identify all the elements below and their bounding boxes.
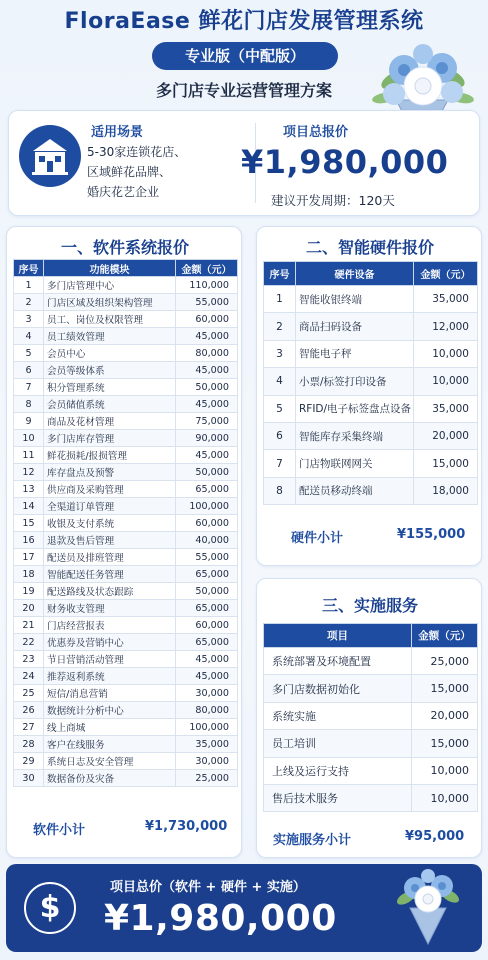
table-cell: 短信/消息营销 (44, 685, 176, 702)
table-row (264, 395, 478, 422)
table-cell: 25,000 (176, 770, 238, 787)
table-cell: 5 (14, 345, 44, 362)
table-cell: 3 (14, 311, 44, 328)
table-cell: 上线及运行支持 (264, 757, 412, 784)
table-row (14, 464, 238, 481)
table-cell: 2 (264, 313, 296, 340)
table-cell: 80,000 (176, 702, 238, 719)
scenario-line: 婚庆花艺企业 (87, 185, 160, 199)
table-cell: 27 (14, 719, 44, 736)
table-cell: 35,000 (176, 736, 238, 753)
table-cell: 门店区域及组织架构管理 (44, 294, 176, 311)
table-cell: 18,000 (414, 477, 478, 504)
table-cell: 多门店管理中心 (44, 277, 176, 294)
table-row (264, 730, 478, 757)
table-cell: 26 (14, 702, 44, 719)
software-subtotal-label: 软件小计 (33, 823, 86, 838)
table-row (264, 784, 478, 811)
table-cell: 4 (264, 368, 296, 395)
table-cell: 50,000 (176, 379, 238, 396)
hardware-subtotal-label: 硬件小计 (291, 531, 344, 546)
table-cell: 14 (14, 498, 44, 515)
table-cell: 4 (14, 328, 44, 345)
software-table (13, 259, 238, 787)
table-row (14, 736, 238, 753)
scenario-line: 区域鲜花品牌、 (87, 165, 172, 179)
table-cell: 60,000 (176, 515, 238, 532)
table-cell: 12 (14, 464, 44, 481)
table-cell: 50,000 (176, 583, 238, 600)
table-cell: 18 (14, 566, 44, 583)
table-cell: 23 (14, 651, 44, 668)
table-cell: 收银及支付系统 (44, 515, 176, 532)
table-cell: 40,000 (176, 532, 238, 549)
services-subtotal-label: 实施服务小计 (273, 833, 352, 848)
table-cell: 配送员及排班管理 (44, 549, 176, 566)
table-cell: 优惠券及营销中心 (44, 634, 176, 651)
table-row (14, 617, 238, 634)
table-row (264, 450, 478, 477)
table-cell: 20,000 (414, 422, 478, 449)
footer-total-label: 项目总价（软件 + 硬件 + 实施） (110, 880, 306, 895)
table-row (264, 286, 478, 313)
total-price-title: 项目总报价 (283, 125, 349, 140)
table-row (14, 770, 238, 787)
table-cell: 1 (264, 286, 296, 313)
table-cell: 2 (14, 294, 44, 311)
table-cell: 19 (14, 583, 44, 600)
table-row (264, 675, 478, 702)
services-panel (256, 578, 482, 858)
table-cell: 20 (14, 600, 44, 617)
table-cell: 多门店数据初始化 (264, 675, 412, 702)
table-cell: 11 (14, 447, 44, 464)
table-row (264, 422, 478, 449)
table-cell: 30 (14, 770, 44, 787)
table-cell: 22 (14, 634, 44, 651)
table-cell: 多门店库存管理 (44, 430, 176, 447)
table-cell: 会员等级体系 (44, 362, 176, 379)
table-cell: 3 (264, 340, 296, 367)
table-cell: 50,000 (176, 464, 238, 481)
table-row (14, 277, 238, 294)
column-header: 硬件设备 (296, 262, 414, 286)
project-info-card (8, 110, 480, 216)
table-cell: 29 (14, 753, 44, 770)
table-cell: 8 (264, 477, 296, 504)
table-cell: 17 (14, 549, 44, 566)
table-row (14, 430, 238, 447)
table-cell: 30,000 (176, 685, 238, 702)
table-cell: 配送员移动终端 (296, 477, 414, 504)
table-cell: 15,000 (412, 675, 478, 702)
page-title: FloraEase 鲜花门店发展管理系统 (64, 9, 424, 34)
table-row (264, 368, 478, 395)
table-cell: 15,000 (412, 730, 478, 757)
table-cell: 80,000 (176, 345, 238, 362)
table-cell: 配送路线及状态跟踪 (44, 583, 176, 600)
table-row (14, 379, 238, 396)
development-period: 建议开发周期：120天 (271, 193, 395, 208)
services-table (263, 623, 478, 812)
table-row (14, 481, 238, 498)
table-cell: 智能电子秤 (296, 340, 414, 367)
table-row (14, 634, 238, 651)
scenario-title: 适用场景 (91, 125, 144, 140)
store-icon (19, 125, 81, 187)
table-cell: 20,000 (412, 702, 478, 729)
table-cell: 90,000 (176, 430, 238, 447)
table-row (14, 549, 238, 566)
table-cell: 会员储值系统 (44, 396, 176, 413)
table-cell: 积分管理系统 (44, 379, 176, 396)
column-header: 功能模块 (44, 260, 176, 277)
table-cell: 65,000 (176, 481, 238, 498)
software-section-title: 一、软件系统报价 (60, 238, 189, 257)
table-row (14, 719, 238, 736)
table-cell: 12,000 (414, 313, 478, 340)
table-cell: 小票/标签打印设备 (296, 368, 414, 395)
hardware-panel (256, 226, 482, 566)
flower-bouquet-icon (388, 866, 468, 946)
table-cell: 门店经营报表 (44, 617, 176, 634)
table-row (14, 651, 238, 668)
table-cell: 9 (14, 413, 44, 430)
table-cell: 系统日志及安全管理 (44, 753, 176, 770)
software-subtotal-value: ¥1,730,000 (145, 819, 228, 834)
table-row (14, 498, 238, 515)
total-price: ¥1,980,000 (241, 143, 449, 181)
table-cell: 65,000 (176, 634, 238, 651)
table-cell: 110,000 (176, 277, 238, 294)
table-cell: 10,000 (414, 368, 478, 395)
table-cell: 13 (14, 481, 44, 498)
table-cell: 45,000 (176, 651, 238, 668)
table-cell: 智能库存采集终端 (296, 422, 414, 449)
table-row (14, 583, 238, 600)
table-cell: 会员中心 (44, 345, 176, 362)
table-cell: 100,000 (176, 719, 238, 736)
hardware-table (263, 261, 478, 505)
table-cell: 75,000 (176, 413, 238, 430)
table-cell: 客户在线服务 (44, 736, 176, 753)
table-cell: 鲜花损耗/报损管理 (44, 447, 176, 464)
table-cell: 商品及花材管理 (44, 413, 176, 430)
table-row (14, 566, 238, 583)
table-row (264, 648, 478, 675)
table-row (264, 340, 478, 367)
table-cell: 100,000 (176, 498, 238, 515)
table-cell: 节日营销活动管理 (44, 651, 176, 668)
table-cell: 10,000 (414, 340, 478, 367)
table-row (14, 447, 238, 464)
table-cell: 员工、岗位及权限管理 (44, 311, 176, 328)
table-cell: 7 (14, 379, 44, 396)
table-cell: 系统实施 (264, 702, 412, 729)
table-row (14, 396, 238, 413)
table-cell: 35,000 (414, 395, 478, 422)
table-cell: 智能收银终端 (296, 286, 414, 313)
table-row (14, 600, 238, 617)
table-cell: 7 (264, 450, 296, 477)
table-row (14, 532, 238, 549)
table-cell: 45,000 (176, 328, 238, 345)
table-row (264, 477, 478, 504)
table-cell: 15,000 (414, 450, 478, 477)
table-row (14, 702, 238, 719)
table-cell: 30,000 (176, 753, 238, 770)
table-row (14, 294, 238, 311)
table-cell: 商品扫码设备 (296, 313, 414, 340)
scenario-line: 5-30家连锁花店、 (87, 145, 187, 159)
table-row (14, 685, 238, 702)
page-subtitle: 多门店专业运营管理方案 (155, 81, 332, 100)
table-cell: 10,000 (412, 784, 478, 811)
table-cell: 数据备份及灾备 (44, 770, 176, 787)
table-cell: 退款及售后管理 (44, 532, 176, 549)
column-header: 金额（元） (412, 624, 478, 648)
table-cell: 员工绩效管理 (44, 328, 176, 345)
column-header: 序号 (264, 262, 296, 286)
column-header: 金额（元） (176, 260, 238, 277)
table-cell: 线上商城 (44, 719, 176, 736)
table-cell: 28 (14, 736, 44, 753)
table-cell: 65,000 (176, 600, 238, 617)
table-cell: 16 (14, 532, 44, 549)
table-cell: 45,000 (176, 447, 238, 464)
table-cell: 售后技术服务 (264, 784, 412, 811)
table-row (14, 362, 238, 379)
table-cell: 55,000 (176, 294, 238, 311)
table-cell: 10,000 (412, 757, 478, 784)
table-row (264, 313, 478, 340)
table-cell: 45,000 (176, 396, 238, 413)
table-row (264, 702, 478, 729)
table-cell: 25,000 (412, 648, 478, 675)
table-cell: 55,000 (176, 549, 238, 566)
table-cell: 15 (14, 515, 44, 532)
column-header: 序号 (14, 260, 44, 277)
table-cell: 员工培训 (264, 730, 412, 757)
table-cell: 智能配送任务管理 (44, 566, 176, 583)
table-row (14, 753, 238, 770)
table-row (14, 668, 238, 685)
table-row (14, 311, 238, 328)
table-cell: 5 (264, 395, 296, 422)
dollar-icon: $ (24, 882, 76, 934)
hardware-subtotal-value: ¥155,000 (397, 527, 466, 542)
table-cell: 系统部署及环境配置 (264, 648, 412, 675)
table-row (14, 345, 238, 362)
table-cell: 21 (14, 617, 44, 634)
table-cell: 8 (14, 396, 44, 413)
table-cell: 1 (14, 277, 44, 294)
services-section-title: 三、实施服务 (321, 596, 418, 615)
hardware-section-title: 二、智能硬件报价 (305, 238, 434, 257)
table-cell: 45,000 (176, 362, 238, 379)
table-row (14, 413, 238, 430)
table-cell: RFID/电子标签盘点设备 (296, 395, 414, 422)
table-cell: 60,000 (176, 311, 238, 328)
table-cell: 门店物联网网关 (296, 450, 414, 477)
edition-badge: 专业版（中配版） (152, 42, 338, 70)
table-cell: 数据统计分析中心 (44, 702, 176, 719)
table-row (14, 515, 238, 532)
table-cell: 25 (14, 685, 44, 702)
table-cell: 财务收支管理 (44, 600, 176, 617)
table-cell: 10 (14, 430, 44, 447)
table-cell: 6 (264, 422, 296, 449)
table-cell: 6 (14, 362, 44, 379)
services-subtotal-value: ¥95,000 (405, 829, 465, 844)
footer-total-price: ¥1,980,000 (104, 898, 337, 939)
table-cell: 推荐返利系统 (44, 668, 176, 685)
table-cell: 65,000 (176, 566, 238, 583)
table-cell: 45,000 (176, 668, 238, 685)
table-cell: 全渠道订单管理 (44, 498, 176, 515)
software-panel (6, 226, 242, 858)
table-cell: 60,000 (176, 617, 238, 634)
table-row (264, 757, 478, 784)
table-row (14, 328, 238, 345)
column-header: 金额（元） (414, 262, 478, 286)
table-cell: 库存盘点及预警 (44, 464, 176, 481)
column-header: 项目 (264, 624, 412, 648)
table-cell: 35,000 (414, 286, 478, 313)
table-cell: 24 (14, 668, 44, 685)
table-cell: 供应商及采购管理 (44, 481, 176, 498)
